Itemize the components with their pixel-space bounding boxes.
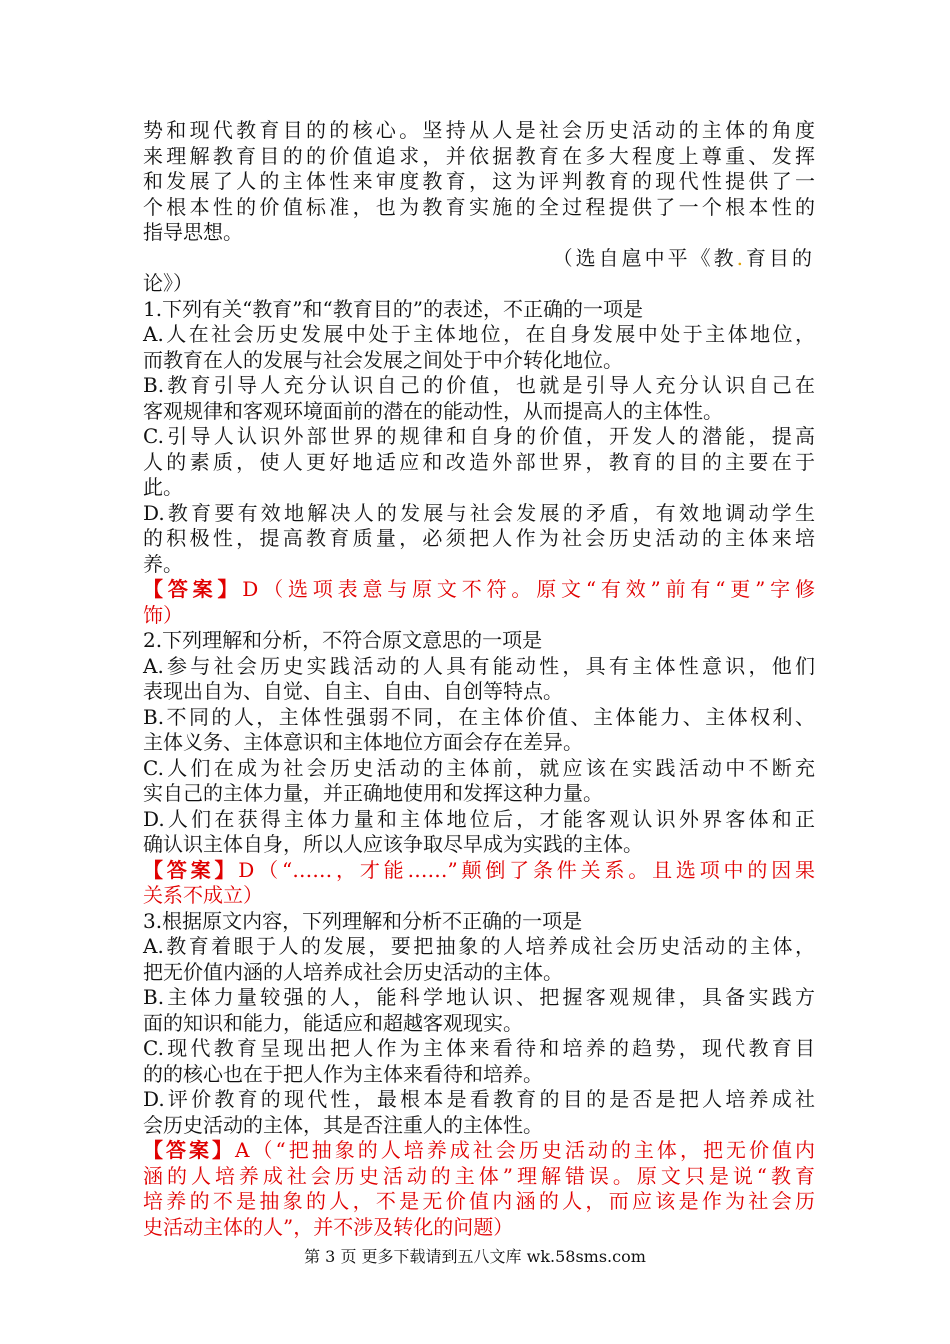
source-text-a: （选自扈中平《教	[552, 245, 737, 270]
answer-line	[143, 577, 815, 603]
source-text-b: 育目的	[746, 245, 815, 270]
option-line: 的积极性，提高教育质量，必须把人作为社会历史活动的主体来培	[143, 526, 815, 550]
source-mark-dot: .	[736, 245, 746, 270]
answer-text: D（“……，才能……”颠倒了条件关系。且选项中的因果	[238, 857, 816, 882]
question-stem: 1.下列有关“教育”和“教育目的”的表述，不正确的一项是	[143, 296, 643, 321]
option-line: 确认识主体自身，所以人应该争取尽早成为实践的主体。	[143, 832, 643, 856]
intro-line: 指导思想。	[143, 220, 243, 244]
page-footer: 第 3 页 更多下载请到五八文库 wk.58sms.com	[304, 1247, 646, 1266]
answer-line	[143, 1138, 815, 1164]
option-line: 实自己的主体力量，并正确地使用和发挥这种力量。	[143, 781, 603, 805]
option-line: D.评价教育的现代性，最根本是看教育的目的是否是把人培养成社	[143, 1087, 815, 1111]
intro-line: 和发展了人的主体性来审度教育，这为评判教育的现代性提供了一	[143, 169, 815, 193]
answer-tag: 【答案】	[143, 857, 239, 882]
option-line: A.参与社会历史实践活动的人具有能动性，具有主体性意识，他们	[143, 653, 815, 678]
option-line: B.不同的人，主体性强弱不同，在主体价值、主体能力、主体权利、	[143, 704, 815, 729]
answer-line	[143, 858, 815, 884]
option-line: D.教育要有效地解决人的发展与社会发展的矛盾，有效地调动学生	[143, 500, 815, 525]
option-line: C.人们在成为社会历史活动的主体前，就应该在实践活动中不断充	[143, 755, 815, 780]
option-line: 人的素质，使人更好地适应和改造外部世界，教育的目的主要在于	[143, 449, 815, 474]
option-line: 主体义务、主体意识和主体地位方面会存在差异。	[143, 730, 583, 754]
option-line: A.人在社会历史发展中处于主体地位，在自身发展中处于主体地位，	[143, 322, 815, 346]
question-block	[143, 628, 815, 909]
answer-tag: 【答案】	[143, 577, 243, 601]
option-line: 此。	[143, 475, 183, 499]
answer-text: D（选项表意与原文不符。原文“有效”前有“更”字修	[242, 577, 815, 601]
option-line: 的的核心也在于把人作为主体来看待和培养。	[143, 1061, 543, 1086]
option-line: D.人们在获得主体力量和主体地位后，才能客观认识外界客体和正	[143, 806, 815, 831]
intro-line: 来理解教育目的的价值追求，并依据教育在多大程度上尊重、发挥	[143, 143, 815, 168]
answer-text: A（“把抽象的人培养成社会历史活动的主体，把无价值内	[235, 1138, 815, 1162]
answer-line: 史活动主体的人”，并不涉及转化的问题）	[143, 1214, 514, 1239]
intro-line: 势和现代教育目的的核心。坚持从人是社会历史活动的主体的角度	[143, 118, 815, 142]
option-line: 把无价值内涵的人培养成社会历史活动的主体。	[143, 959, 563, 984]
source-line-1	[143, 246, 815, 272]
answer-line: 涵的人培养成社会历史活动的主体”理解错误。原文只是说“教育	[143, 1163, 815, 1188]
question-stem: 2.下列理解和分析，不符合原文意思的一项是	[143, 628, 543, 652]
answer-line: 饰）	[143, 602, 183, 627]
answer-line: 关系不成立）	[143, 883, 263, 907]
source-line-2: 论》）	[143, 271, 193, 295]
answer-line: 培养的不是抽象的人，不是无价值内涵的人，而应该是作为社会历	[143, 1189, 815, 1213]
source-citation	[143, 246, 815, 297]
option-line: 表现出自为、自觉、自主、自由、自创等特点。	[143, 679, 563, 703]
answer-tag: 【答案】	[143, 1138, 236, 1162]
page-content	[143, 118, 815, 1240]
option-line: C.现代教育呈现出把人作为主体来看待和培养的趋势，现代教育目	[143, 1036, 815, 1060]
option-line: 而教育在人的发展与社会发展之间处于中介转化地位。	[143, 347, 623, 372]
option-line: 会历史活动的主体，其是否注重人的主体性。	[143, 1112, 543, 1137]
option-line: 客观规律和客观环境面前的潜在的能动性，从而提高人的主体性。	[143, 398, 723, 423]
option-line: 面的知识和能力，能适应和超越客观现实。	[143, 1010, 523, 1035]
option-line: 养。	[143, 551, 183, 576]
option-line: B.主体力量较强的人，能科学地认识、把握客观规律，具备实践方	[143, 985, 815, 1009]
option-line: B.教育引导人充分认识自己的价值，也就是引导人充分认识自己在	[143, 373, 815, 397]
question-stem: 3.根据原文内容，下列理解和分析不正确的一项是	[143, 908, 583, 933]
option-line: A.教育着眼于人的发展，要把抽象的人培养成社会历史活动的主体，	[143, 934, 815, 958]
intro-line: 个根本性的价值标准，也为教育实施的全过程提供了一个根本性的	[143, 194, 815, 219]
question-block	[143, 909, 815, 1241]
option-line: C.引导人认识外部世界的规律和自身的价值，开发人的潜能，提高	[143, 424, 815, 448]
question-list	[143, 297, 815, 1241]
question-block	[143, 297, 815, 629]
intro-paragraph	[143, 118, 815, 246]
